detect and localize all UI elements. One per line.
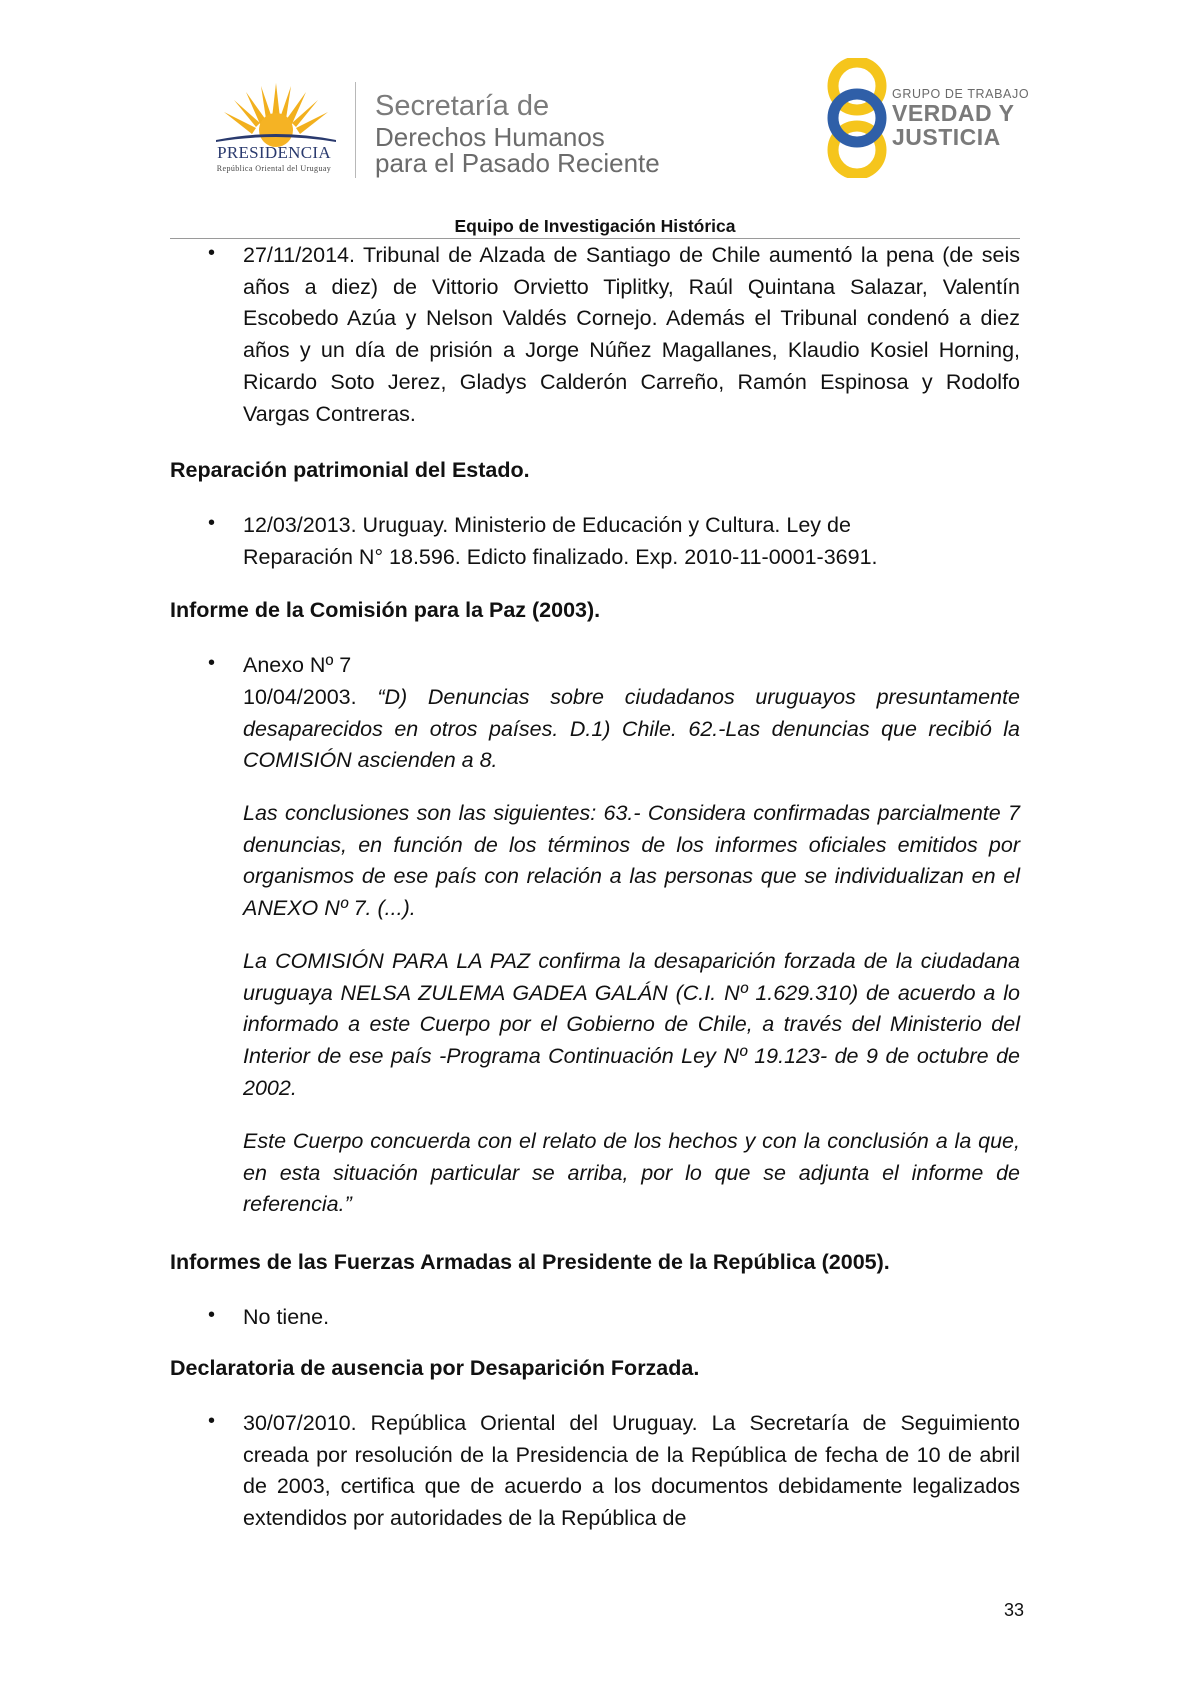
presidencia-sun-logo (196, 78, 356, 178)
list-item-secretaria-seguimiento: 30/07/2010. República Oriental del Uruguay. La Secretaría de Seguimiento creada por resolución de la Presidencia de la República de fecha de 10 de abril de 2003, certifica que de acuerdo a los documentos debidamente legalizados extendidos por autoridades de la República de (243, 1411, 1020, 1531)
list-item-tribunal-alzada: 27/11/2014. Tribunal de Alzada de Santiago de Chile aumentó la pena (de seis años a diez) de Vittorio Orvietto Tiplitky, Raúl Quintana Salazar, Valentín Escobedo Azúa y Nelson Valdés Cornejo. Además el Tribunal condenó a diez años y un día de prisión a Jorge Núñez Magallanes, Klaudio Kosiel Horning, Ricardo Soto Jerez, Gladys Calderón Carreño, Ramón Espinosa y Rodolfo Vargas Contreras. (243, 243, 1020, 426)
document-header-title: Equipo de Investigación Histórica (454, 216, 736, 236)
section-heading-reparacion: Reparación patrimonial del Estado. (170, 458, 530, 482)
anexo-paragraph-4: Este Cuerpo concuerda con el relato de los hechos y con la conclusión a la que, en esta situación particular se arriba, por lo que se adjunta el informe de referencia.” (243, 1129, 1020, 1217)
anexo-quote-1: “D) Denuncias sobre ciudadanos uruguayos presuntamente desaparecidos en otros países. D.1) Chile. 62.-Las denuncias que recibió la COMISIÓN ascienden a 8. (243, 685, 1020, 773)
bullet-icon: • (208, 652, 216, 674)
secretaria-line-3: para el Pasado Reciente (375, 148, 660, 178)
list-item-reparacion-line-2: Reparación N° 18.596. Edicto finalizado. Exp. 2010-11-0001-3691. (243, 545, 878, 569)
verdad-label: VERDAD Y (892, 100, 1015, 126)
list-item-anexo-title: Anexo Nº 7 (243, 653, 352, 677)
bullet-icon: • (208, 1304, 216, 1326)
bullet-icon: • (208, 1410, 216, 1432)
section-heading-declaratoria: Declaratoria de ausencia por Desaparición Forzada. (170, 1356, 700, 1380)
justicia-label: JUSTICIA (892, 124, 1001, 150)
anexo-paragraph-2: Las conclusiones son las siguientes: 63.- Considera confirmadas parcialmente 7 denuncias, en función de los términos de los informes oficiales emitidos por organismos de ese país con relación a las personas que se individualizan en el ANEXO Nº 7. (...). (243, 801, 1020, 921)
header-divider (355, 82, 356, 178)
secretaria-line-1: Secretaría de (375, 90, 550, 122)
secretaria-line-2: Derechos Humanos (375, 122, 605, 152)
list-item-no-tiene: No tiene. (243, 1305, 330, 1329)
sun-disc (259, 113, 293, 147)
presidencia-label: PRESIDENCIA (217, 143, 331, 162)
anexo-paragraph-1 (243, 682, 1020, 777)
bullet-icon: • (208, 512, 216, 534)
list-item-reparacion-line-1: 12/03/2013. Uruguay. Ministerio de Educación y Cultura. Ley de (243, 513, 851, 537)
grupo-de-trabajo-label: GRUPO DE TRABAJO (892, 87, 1030, 101)
presidencia-subtitle: República Oriental del Uruguay (216, 164, 332, 173)
section-heading-fuerzas-armadas: Informes de las Fuerzas Armadas al Presidente de la República (2005). (170, 1250, 890, 1274)
section-heading-comision-paz: Informe de la Comisión para la Paz (2003). (170, 598, 601, 622)
bullet-icon: • (208, 242, 216, 264)
anexo-date: 10/04/2003. (243, 685, 357, 709)
header-rule (170, 238, 1020, 239)
page-number: 33 (1004, 1600, 1025, 1620)
anexo-paragraph-3: La COMISIÓN PARA LA PAZ confirma la desaparición forzada de la ciudadana uruguaya NELSA ZULEMA GADEA GALÁN (C.I. Nº 1.629.310) de acuerdo a lo informado a este Cuerpo por el Gobierno de Chile, a través del Ministerio del Interior de ese país -Programa Continuación Ley Nº 19.123- de 9 de octubre de 2002. (243, 949, 1020, 1100)
